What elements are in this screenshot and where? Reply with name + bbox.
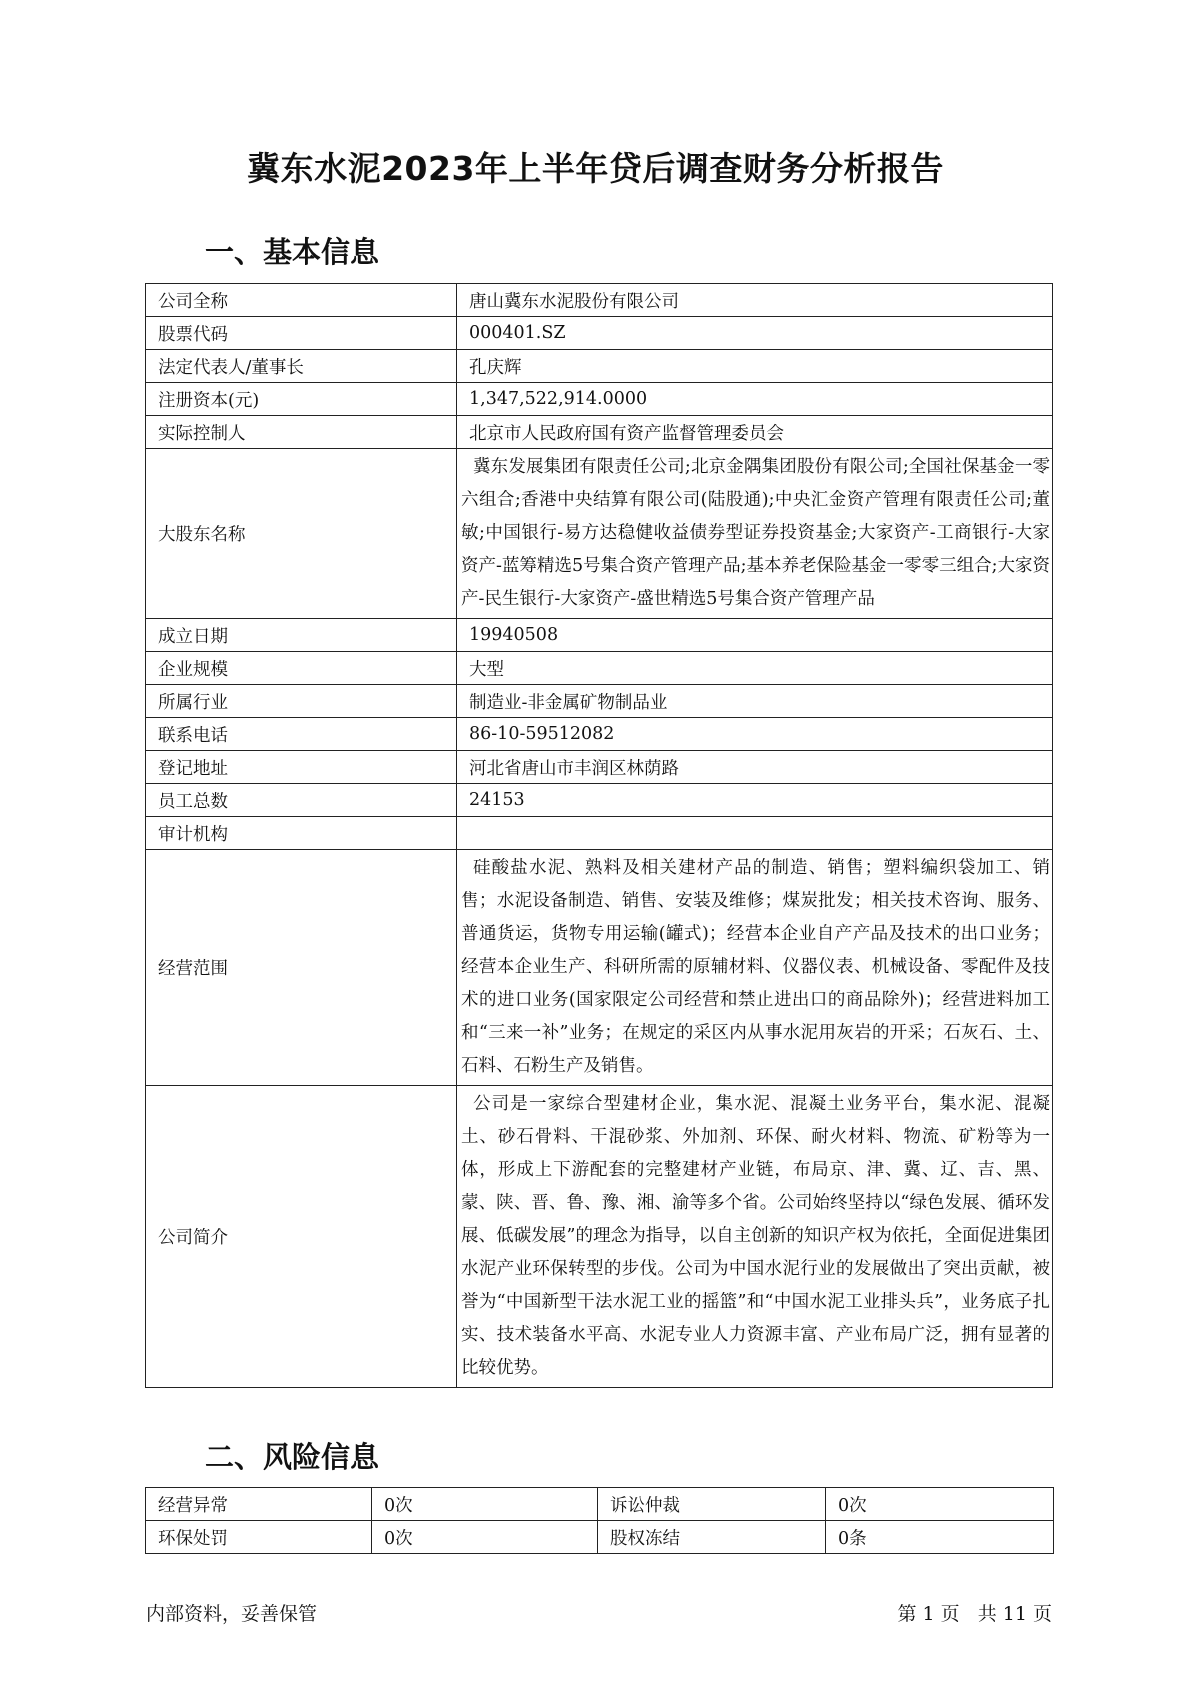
table-row [146, 449, 1053, 619]
field-label: 经营范围 [146, 850, 457, 1086]
table-row [146, 718, 1053, 751]
risk-value: 0次 [372, 1521, 598, 1554]
document-title: 冀东水泥2023年上半年贷后调查财务分析报告 [247, 149, 944, 188]
field-value: 孔庆辉 [457, 350, 1053, 383]
field-value: 1,347,522,914.0000 [457, 383, 1053, 416]
table-row [146, 850, 1053, 1086]
field-label: 成立日期 [146, 619, 457, 652]
table-row [146, 284, 1053, 317]
field-value: 北京市人民政府国有资产监督管理委员会 [457, 416, 1053, 449]
field-value: 24153 [457, 784, 1053, 817]
basic-info-table-body [146, 284, 1053, 1388]
table-row [146, 817, 1053, 850]
footer-page-number: 第 1 页 共 11 页 [897, 1603, 1052, 1625]
table-row [146, 784, 1053, 817]
field-label: 企业规模 [146, 652, 457, 685]
risk-info-table-body [146, 1488, 1054, 1554]
field-value: 硅酸盐水泥、熟料及相关建材产品的制造、销售；塑料编织袋加工、销售；水泥设备制造、销售、安装及维修；煤炭批发；相关技术咨询、服务、普通货运，货物专用运输(罐式)；经营本企业自产产品及技术的出口业务；经营本企业生产、科研所需的原辅材料、仪器仪表、机械设备、零配件及技术的进口业务(国家限定公司经营和禁止进出口的商品除外)；经营进料加工和“三来一补”业务；在规定的采区内从事水泥用灰岩的开采；石灰石、土、石料、石粉生产及销售。 [457, 850, 1053, 1086]
field-label: 公司全称 [146, 284, 457, 317]
table-row [146, 1488, 1054, 1521]
field-value: 000401.SZ [457, 317, 1053, 350]
field-label: 公司简介 [146, 1086, 457, 1388]
field-label: 审计机构 [146, 817, 457, 850]
table-row [146, 619, 1053, 652]
risk-value: 0条 [826, 1521, 1054, 1554]
basic-info-table [145, 283, 1053, 1388]
field-label: 实际控制人 [146, 416, 457, 449]
risk-info-table [145, 1487, 1054, 1554]
footer-confidential-note: 内部资料，妥善保管 [146, 1603, 318, 1625]
field-value: 河北省唐山市丰润区林荫路 [457, 751, 1053, 784]
table-row [146, 350, 1053, 383]
risk-label: 股权冻结 [598, 1521, 826, 1554]
table-row [146, 751, 1053, 784]
risk-value: 0次 [826, 1488, 1054, 1521]
table-row [146, 652, 1053, 685]
field-value: 唐山冀东水泥股份有限公司 [457, 284, 1053, 317]
risk-label: 经营异常 [146, 1488, 372, 1521]
field-value: 大型 [457, 652, 1053, 685]
field-value: 公司是一家综合型建材企业，集水泥、混凝土业务平台，集水泥、混凝土、砂石骨料、干混砂浆、外加剂、环保、耐火材料、物流、矿粉等为一体，形成上下游配套的完整建材产业链，布局京、津、冀、辽、吉、黑、蒙、陕、晋、鲁、豫、湘、渝等多个省。公司始终坚持以“绿色发展、循环发展、低碳发展”的理念为指导，以自主创新的知识产权为依托，全面促进集团水泥产业环保转型的步伐。公司为中国水泥行业的发展做出了突出贡献，被誉为“中国新型干法水泥工业的摇篮”和“中国水泥工业排头兵”，业务底子扎实、技术装备水平高、水泥专业人力资源丰富、产业布局广泛，拥有显著的比较优势。 [457, 1086, 1053, 1388]
risk-label: 诉讼仲裁 [598, 1488, 826, 1521]
field-value: 19940508 [457, 619, 1053, 652]
field-label: 员工总数 [146, 784, 457, 817]
risk-label: 环保处罚 [146, 1521, 372, 1554]
field-label: 股票代码 [146, 317, 457, 350]
table-row [146, 685, 1053, 718]
table-row [146, 1086, 1053, 1388]
field-label: 注册资本(元) [146, 383, 457, 416]
field-value [457, 817, 1053, 850]
field-label: 联系电话 [146, 718, 457, 751]
section-heading-basic-info: 一、基本信息 [205, 235, 380, 269]
field-label: 大股东名称 [146, 449, 457, 619]
table-row [146, 317, 1053, 350]
table-row [146, 383, 1053, 416]
field-value: 冀东发展集团有限责任公司;北京金隅集团股份有限公司;全国社保基金一零六组合;香港中央结算有限公司(陆股通);中央汇金资产管理有限责任公司;董敏;中国银行-易方达稳健收益债券型证券投资基金;大家资产-工商银行-大家资产-蓝筹精选5号集合资产管理产品;基本养老保险基金一零零三组合;大家资产-民生银行-大家资产-盛世精选5号集合资产管理产品 [457, 449, 1053, 619]
field-label: 登记地址 [146, 751, 457, 784]
field-value: 86-10-59512082 [457, 718, 1053, 751]
field-value: 制造业-非金属矿物制品业 [457, 685, 1053, 718]
field-label: 法定代表人/董事长 [146, 350, 457, 383]
table-row [146, 1521, 1054, 1554]
section-heading-risk-info: 二、风险信息 [205, 1440, 380, 1474]
risk-value: 0次 [372, 1488, 598, 1521]
table-row [146, 416, 1053, 449]
field-label: 所属行业 [146, 685, 457, 718]
